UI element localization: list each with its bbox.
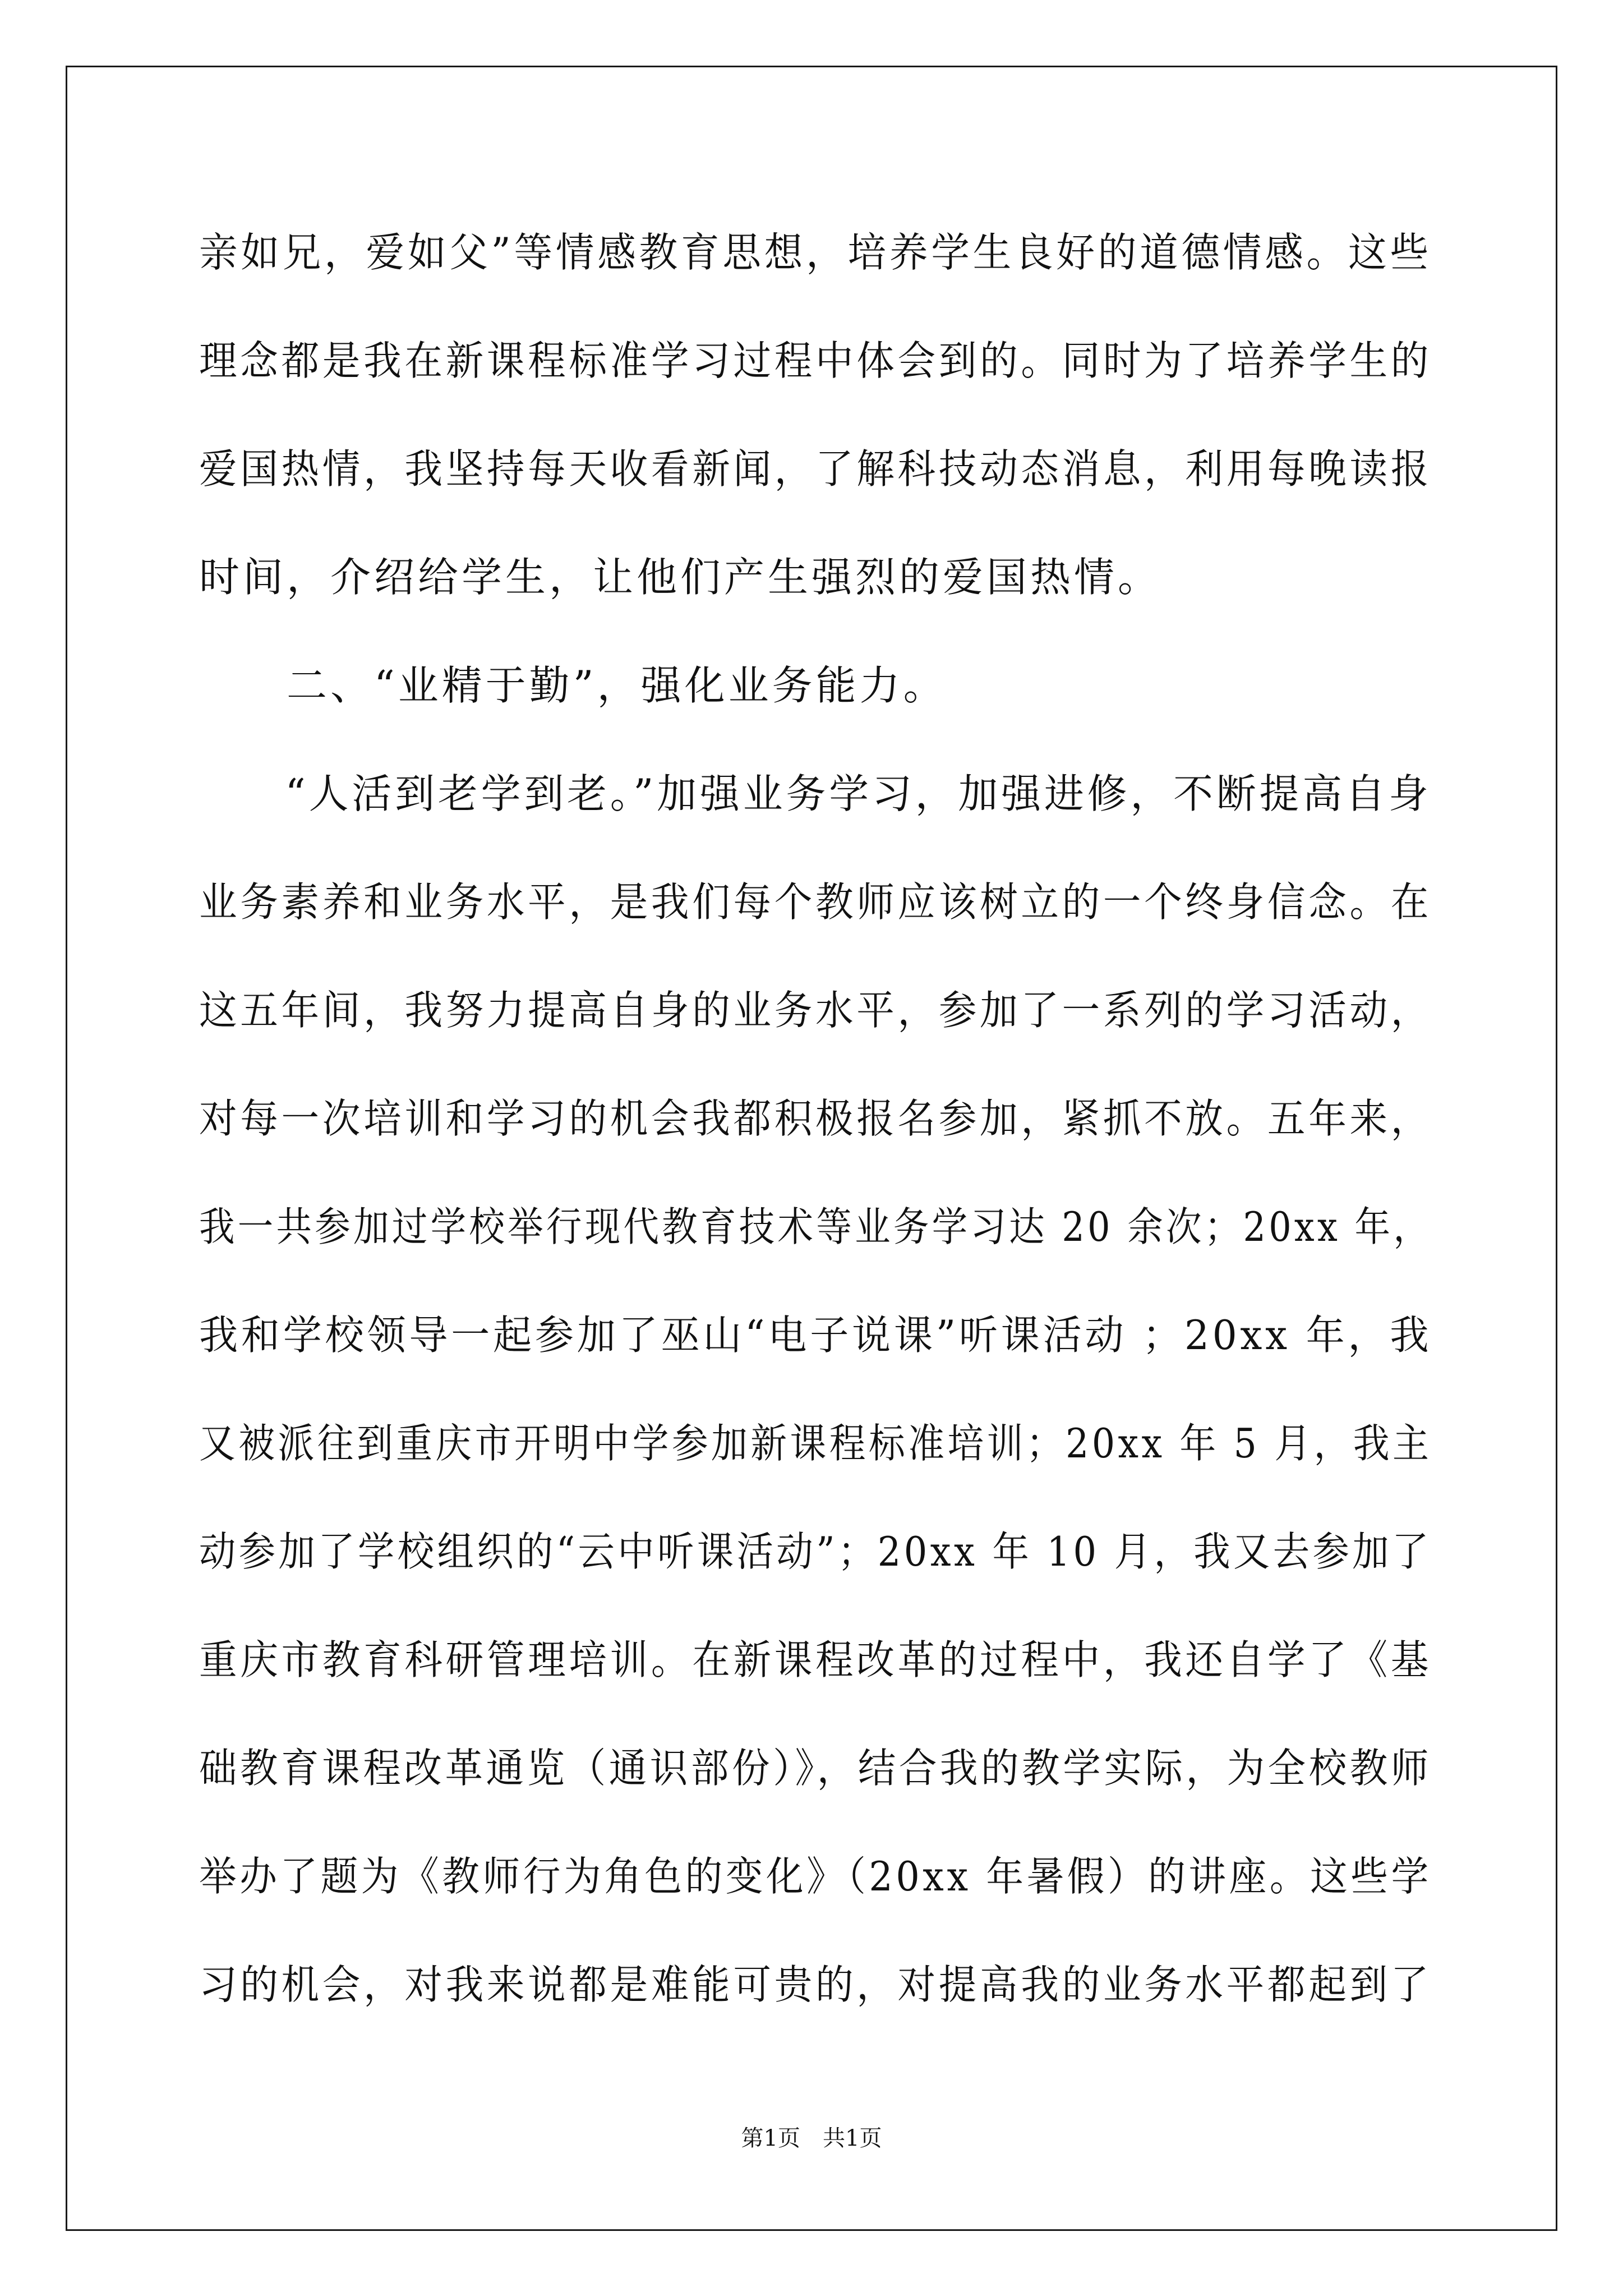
text-line: 我一共参加过学校举行现代教育技术等业务学习达 20 余次；20xx 年， <box>199 1203 1432 1250</box>
text-line: 亲如兄，爱如父”等情感教育思想，培养学生良好的道德情感。这些 <box>199 229 1432 276</box>
text-line: “人活到老学到老。”加强业务学习，加强进修，不断提高自身 <box>199 770 1432 817</box>
text-line: 又被派往到重庆市开明中学参加新课程标准培训；20xx 年 5 月，我主 <box>199 1420 1432 1467</box>
text-line: 理念都是我在新课程标准学习过程中体会到的。同时为了培养学生的 <box>199 337 1432 384</box>
text-line: 重庆市教育科研管理培训。在新课程改革的过程中，我还自学了《基 <box>199 1636 1432 1683</box>
text-line: 习的机会，对我来说都是难能可贵的，对提高我的业务水平都起到了 <box>199 1961 1432 2008</box>
page-footer: 第1页 共1页 <box>741 2125 882 2151</box>
text-line: 业务素养和业务水平，是我们每个教师应该树立的一个终身信念。在 <box>199 878 1432 926</box>
text-line: 爱国热情，我坚持每天收看新闻，了解科技动态消息，利用每晚读报 <box>199 445 1432 493</box>
text-line: 时间，介绍给学生，让他们产生强烈的爱国热情。 <box>199 554 1162 601</box>
text-line: 础教育课程改革通览（通识部份）》，结合我的教学实际，为全校教师 <box>199 1745 1432 1792</box>
page-border <box>66 66 1557 2231</box>
text-line: 我和学校领导一起参加了巫山“电子说课”听课活动 ；20xx 年，我 <box>199 1312 1432 1359</box>
text-line: 这五年间，我努力提高自身的业务水平，参加了一系列的学习活动， <box>199 987 1432 1034</box>
text-line: 动参加了学校组织的“云中听课活动”；20xx 年 10 月，我又去参加了 <box>199 1528 1432 1575</box>
text-line: 对每一次培训和学习的机会我都积极报名参加，紧抓不放。五年来， <box>199 1095 1432 1142</box>
section-heading: 二、“业精于勤”，强化业务能力。 <box>199 662 947 709</box>
text-line: 举办了题为《教师行为角色的变化》（20xx 年暑假）的讲座。这些学 <box>199 1853 1432 1900</box>
